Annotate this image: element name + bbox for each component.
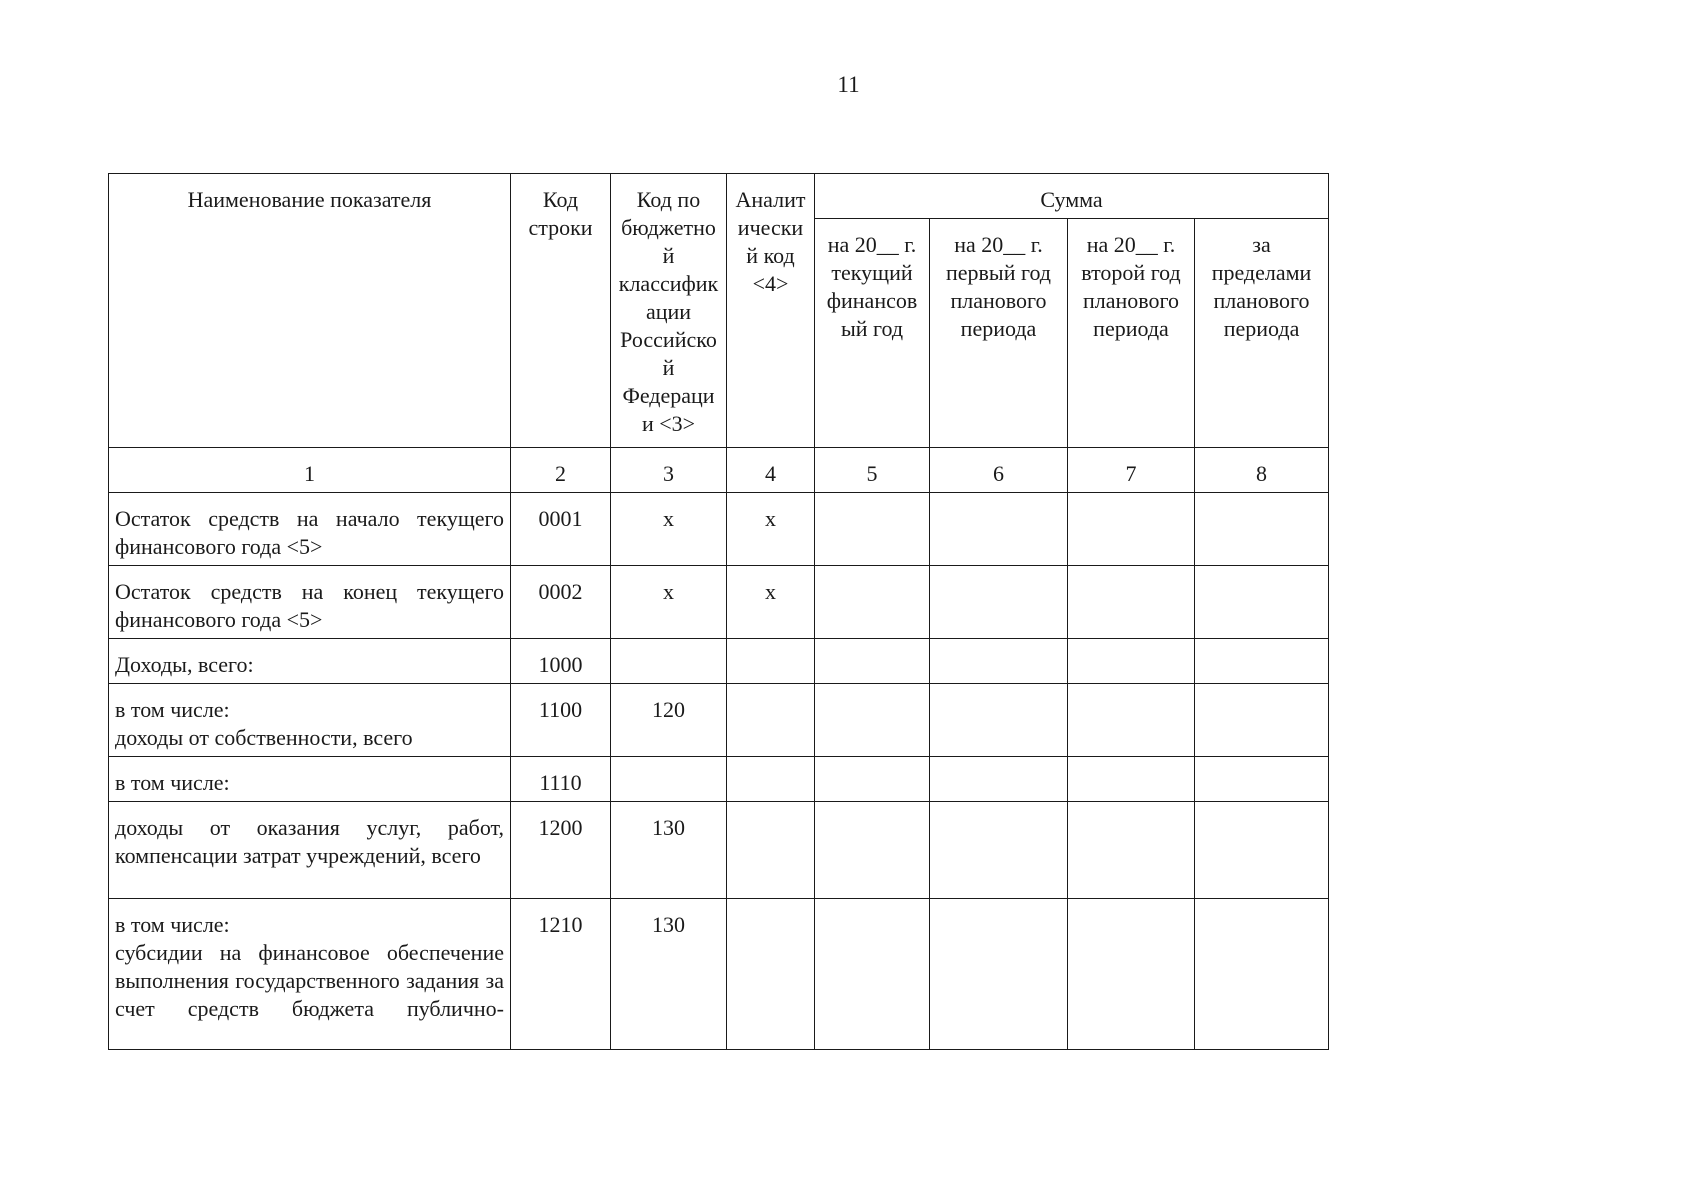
- page-number: 11: [837, 72, 860, 97]
- table-row: [109, 493, 1329, 566]
- row-analytic-code: [727, 684, 815, 757]
- row-indicator-name-line: субсидии на финансовое обеспечение выполнения государственного задания за счет средств бюджета публично-: [115, 940, 504, 1021]
- row-indicator-name-line: в том числе:: [115, 697, 230, 722]
- sum-cell[interactable]: [815, 899, 930, 1050]
- row-code: 1000: [511, 639, 611, 684]
- column-number: 1: [109, 448, 511, 493]
- sum-cell[interactable]: [1068, 684, 1195, 757]
- row-code: 1100: [511, 684, 611, 757]
- row-budget-code: 130: [611, 802, 727, 899]
- table-row: [109, 639, 1329, 684]
- sum-cell[interactable]: [1068, 899, 1195, 1050]
- header-sum-current-year: на 20__ г. текущий финансовый год: [815, 219, 930, 448]
- header-indicator-name: Наименование показателя: [109, 174, 511, 448]
- column-number: 7: [1068, 448, 1195, 493]
- table-row: [109, 566, 1329, 639]
- financial-plan-table: [108, 173, 1329, 1050]
- sum-cell[interactable]: [1195, 757, 1329, 802]
- row-indicator-name: [109, 899, 511, 1050]
- sum-cell[interactable]: [930, 802, 1068, 899]
- row-analytic-code: x: [727, 566, 815, 639]
- row-budget-code: x: [611, 493, 727, 566]
- sum-cell[interactable]: [815, 493, 930, 566]
- sum-cell[interactable]: [815, 802, 930, 899]
- column-number: 5: [815, 448, 930, 493]
- sum-cell[interactable]: [1068, 802, 1195, 899]
- header-row-code: Код строки: [511, 174, 611, 448]
- sum-cell[interactable]: [1068, 757, 1195, 802]
- header-sum-first-plan-year: на 20__ г. первый год планового периода: [930, 219, 1068, 448]
- column-number-row: [109, 448, 1329, 493]
- sum-cell[interactable]: [815, 757, 930, 802]
- row-code: 1110: [511, 757, 611, 802]
- row-code: 1200: [511, 802, 611, 899]
- sum-cell[interactable]: [930, 899, 1068, 1050]
- table-row: [109, 802, 1329, 899]
- row-indicator-name-line: в том числе:: [115, 912, 230, 937]
- sum-cell[interactable]: [930, 493, 1068, 566]
- row-analytic-code: [727, 899, 815, 1050]
- sum-cell[interactable]: [815, 684, 930, 757]
- row-analytic-code: [727, 802, 815, 899]
- column-number: 2: [511, 448, 611, 493]
- row-indicator-name: доходы от оказания услуг, работ, компенсации затрат учреждений, всего: [109, 802, 511, 899]
- column-number: 6: [930, 448, 1068, 493]
- sum-cell[interactable]: [1195, 639, 1329, 684]
- table-row: [109, 899, 1329, 1050]
- row-indicator-name: [109, 684, 511, 757]
- row-indicator-name: Остаток средств на начало текущего финансового года <5>: [109, 493, 511, 566]
- table-row: [109, 757, 1329, 802]
- row-code: 0002: [511, 566, 611, 639]
- row-budget-code: [611, 757, 727, 802]
- sum-cell[interactable]: [1068, 639, 1195, 684]
- row-indicator-name: Остаток средств на конец текущего финансового года <5>: [109, 566, 511, 639]
- row-budget-code: x: [611, 566, 727, 639]
- table-row: [109, 684, 1329, 757]
- sum-cell[interactable]: [815, 566, 930, 639]
- row-analytic-code: [727, 639, 815, 684]
- sum-cell[interactable]: [815, 639, 930, 684]
- row-indicator-name: в том числе:: [109, 757, 511, 802]
- row-indicator-name-line: доходы от собственности, всего: [115, 725, 413, 750]
- sum-cell[interactable]: [930, 566, 1068, 639]
- sum-cell[interactable]: [1195, 566, 1329, 639]
- row-indicator-name: Доходы, всего:: [109, 639, 511, 684]
- column-number: 4: [727, 448, 815, 493]
- row-code: 0001: [511, 493, 611, 566]
- sum-cell[interactable]: [1195, 899, 1329, 1050]
- row-code: 1210: [511, 899, 611, 1050]
- header-budget-classification-code: Код по бюджетной классификации Российской Федерации <3>: [611, 174, 727, 448]
- header-sum-beyond-plan: за пределами планового периода: [1195, 219, 1329, 448]
- row-analytic-code: x: [727, 493, 815, 566]
- sum-cell[interactable]: [930, 684, 1068, 757]
- header-analytic-code: Аналитический код <4>: [727, 174, 815, 448]
- row-budget-code: [611, 639, 727, 684]
- row-analytic-code: [727, 757, 815, 802]
- column-number: 3: [611, 448, 727, 493]
- sum-cell[interactable]: [1068, 566, 1195, 639]
- row-budget-code: 130: [611, 899, 727, 1050]
- header-sum-second-plan-year: на 20__ г. второй год планового периода: [1068, 219, 1195, 448]
- sum-cell[interactable]: [1068, 493, 1195, 566]
- sum-cell[interactable]: [1195, 802, 1329, 899]
- sum-cell[interactable]: [1195, 493, 1329, 566]
- header-row: [109, 174, 1329, 219]
- sum-cell[interactable]: [930, 757, 1068, 802]
- row-budget-code: 120: [611, 684, 727, 757]
- sum-cell[interactable]: [1195, 684, 1329, 757]
- sum-cell[interactable]: [930, 639, 1068, 684]
- column-number: 8: [1195, 448, 1329, 493]
- header-sum: Сумма: [815, 174, 1329, 219]
